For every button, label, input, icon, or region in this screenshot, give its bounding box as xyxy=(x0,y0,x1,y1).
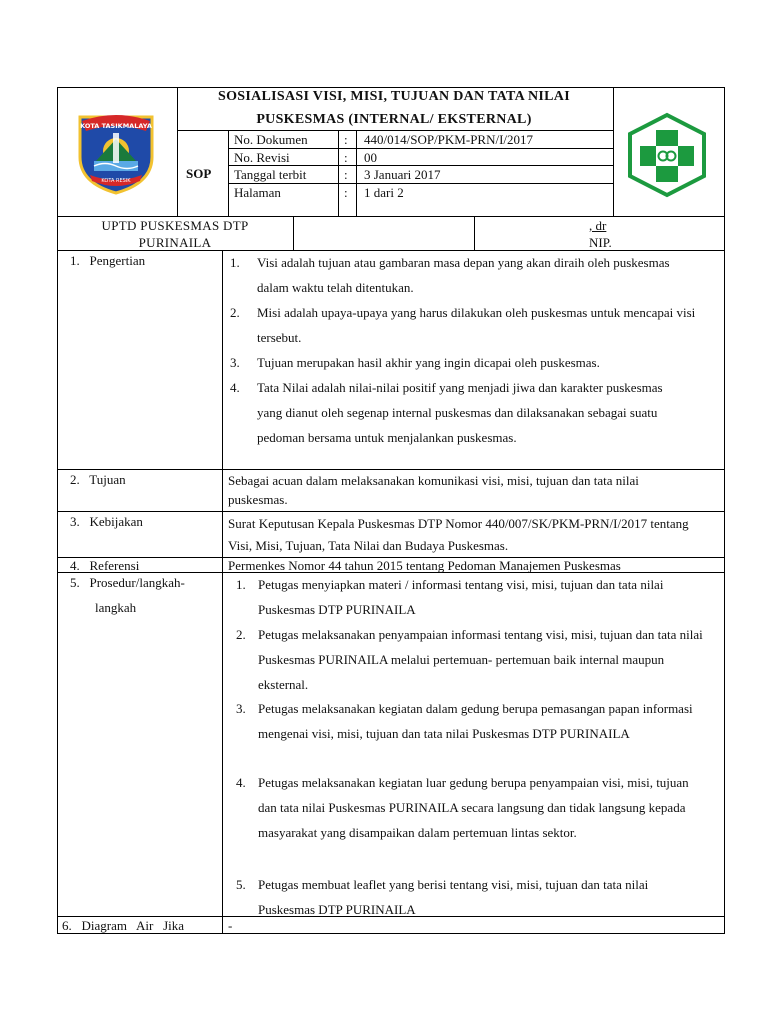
issue-date-label: Tanggal terbit xyxy=(234,167,307,182)
diagram-value: - xyxy=(228,918,233,933)
list-number: 4. xyxy=(236,775,246,790)
revision-value: 00 xyxy=(364,150,377,165)
divider xyxy=(177,130,613,131)
emblem-top-text: KOTA TASIKMALAYA xyxy=(80,122,152,130)
list-item: Petugas melaksanakan penyampaian informasi tentang visi, misi, tujuan dan tata nilai Puskesmas PURINAILA melalui pertemuan- pertemuan baik internal maupun eksternal. xyxy=(258,627,703,692)
list-item: Tujuan merupakan hasil akhir yang ingin dicapai oleh puskesmas. xyxy=(257,355,600,370)
revision-sep: : xyxy=(344,150,348,165)
kebijakan-text: Surat Keputusan Kepala Puskesmas DTP Nomor 440/007/SK/PKM-PRN/I/2017 tentang Visi, Misi, Tujuan, Tata Nilai dan Budaya Puskesmas. xyxy=(228,516,689,553)
divider xyxy=(356,130,357,217)
tujuan-text: Sebagai acuan dalam melaksanakan komunikasi visi, misi, tujuan dan tata nilai puskesmas. xyxy=(228,473,639,507)
divider xyxy=(228,148,613,149)
document-title-line1: SOSIALISASI VISI, MISI, TUJUAN DAN TATA NILAI xyxy=(218,89,570,104)
document-title-line2: PUSKESMAS (INTERNAL/ EKSTERNAL) xyxy=(256,112,532,127)
unit-name-line2: PURINAILA xyxy=(138,235,212,250)
divider xyxy=(474,216,475,251)
signature-dr: , dr xyxy=(589,218,607,233)
section-label-pengertian: 1. Pengertian xyxy=(70,253,146,268)
emblem-bottom-text: KOTA RESIK xyxy=(101,178,131,184)
divider xyxy=(338,130,339,217)
doc-number-sep: : xyxy=(344,132,348,147)
sop-label: SOP xyxy=(186,166,212,181)
divider xyxy=(177,87,178,217)
unit-name-line1: UPTD PUSKESMAS DTP xyxy=(101,218,249,233)
page-value: 1 dari 2 xyxy=(364,185,404,200)
divider xyxy=(57,469,725,470)
list-number: 5. xyxy=(236,877,246,892)
section-label-referensi: 4. Referensi xyxy=(70,558,140,573)
list-number: 1. xyxy=(230,255,240,270)
divider xyxy=(222,250,223,934)
list-number: 2. xyxy=(230,305,240,320)
issue-date-sep: : xyxy=(344,167,348,182)
doc-number-value: 440/014/SOP/PKM-PRN/I/2017 xyxy=(364,132,534,147)
list-item: Misi adalah upaya-upaya yang harus dilakukan oleh puskesmas untuk mencapai visi tersebut. xyxy=(257,305,696,345)
kota-tasikmalaya-emblem-icon xyxy=(72,111,160,195)
divider xyxy=(613,87,614,217)
divider xyxy=(228,165,613,166)
list-item: Tata Nilai adalah nilai-nilai positif yang menjadi jiwa dan karakter puskesmas yang dianut oleh segenap internal puskesmas dan dilaksanakan sebagai suatu pedoman bersama untuk menjalankan puskesmas. xyxy=(257,380,663,445)
issue-date-value: 3 Januari 2017 xyxy=(364,167,441,182)
doc-number-label: No. Dokumen xyxy=(234,132,308,147)
divider xyxy=(57,511,725,512)
list-item: Petugas menyiapkan materi / informasi tentang visi, misi, tujuan dan tata nilai Puskesmas DTP PURINAILA xyxy=(258,577,664,617)
list-number: 2. xyxy=(236,627,246,642)
page-sep: : xyxy=(344,185,348,200)
page-label: Halaman xyxy=(234,185,281,200)
section-label-tujuan: 2. Tujuan xyxy=(70,472,126,487)
section-label-diagram: 6. Diagram Air Jika xyxy=(62,918,185,933)
divider xyxy=(228,183,613,184)
referensi-text: Permenkes Nomor 44 tahun 2015 tentang Pedoman Manajemen Puskesmas xyxy=(228,558,621,573)
revision-label: No. Revisi xyxy=(234,150,290,165)
section-label-prosedur-cont: langkah xyxy=(95,600,137,615)
divider xyxy=(228,130,229,217)
list-number: 3. xyxy=(236,701,246,716)
list-number: 3. xyxy=(230,355,240,370)
list-number: 1. xyxy=(236,577,246,592)
list-number: 4. xyxy=(230,380,240,395)
list-item: Visi adalah tujuan atau gambaran masa depan yang akan diraih oleh puskesmas dalam waktu telah ditentukan. xyxy=(257,255,670,295)
section-label-kebijakan: 3. Kebijakan xyxy=(70,514,143,529)
list-item: Petugas melaksanakan kegiatan dalam gedung berupa pemasangan papan informasi mengenai visi, misi, tujuan dan tata nilai Puskesmas DTP PURINAILA xyxy=(258,701,693,741)
puskesmas-cross-icon xyxy=(626,112,708,198)
list-item: Petugas melaksanakan kegiatan luar gedung berupa penyampaian visi, misi, tujuan dan tata nilai Puskesmas PURINAILA secara langsung dan tidak langsung kepada masyarakat yang disampaikan dalam pertemuan lintas sektor. xyxy=(258,775,689,840)
signature-nip: NIP. xyxy=(589,235,612,250)
section-label-prosedur: 5. Prosedur/langkah- xyxy=(70,575,185,590)
list-item: Petugas membuat leaflet yang berisi tentang visi, misi, tujuan dan tata nilai Puskesmas DTP PURINAILA xyxy=(258,877,649,917)
divider xyxy=(293,216,294,251)
